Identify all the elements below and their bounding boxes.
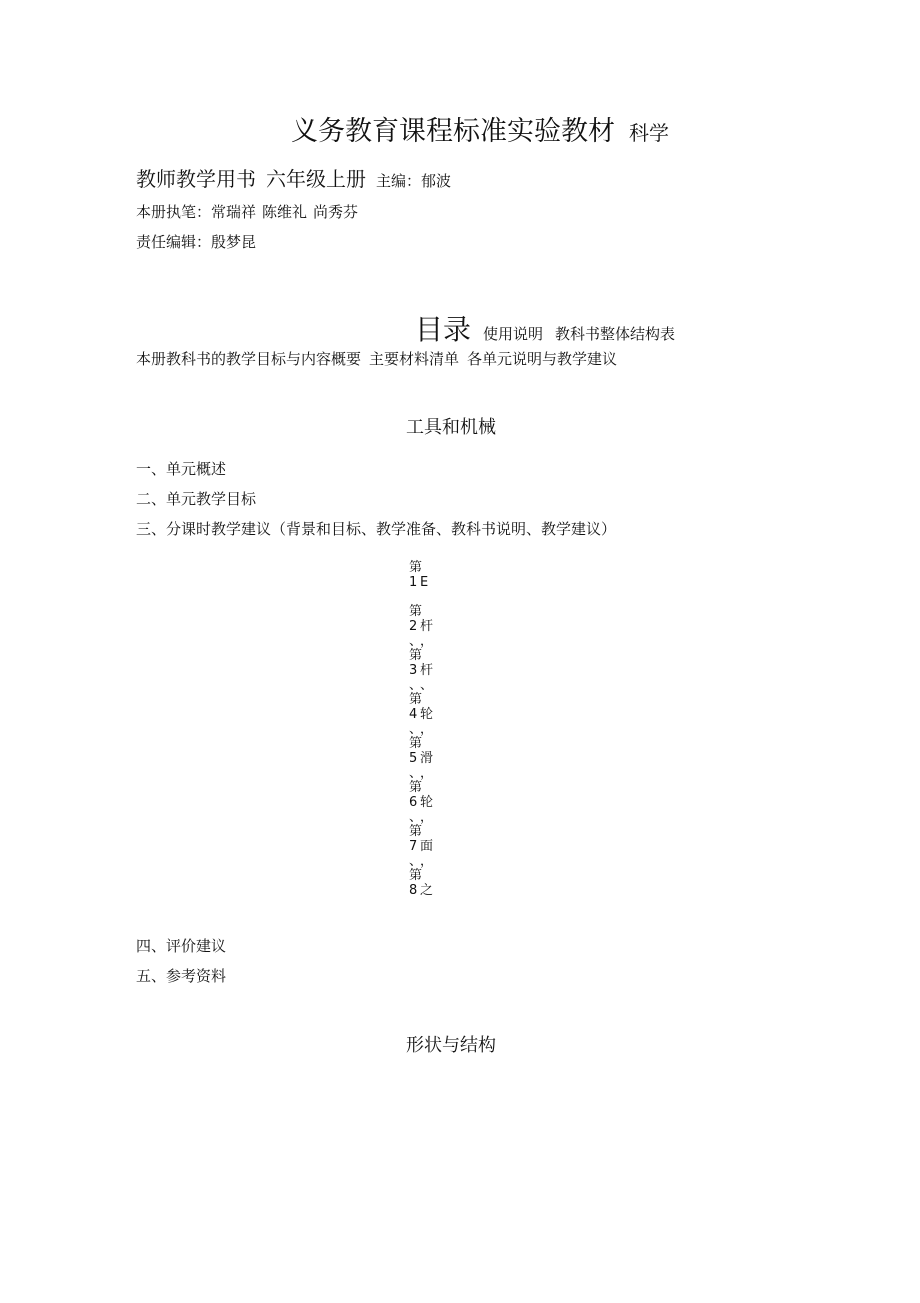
book-name: 教师教学用书 bbox=[136, 167, 256, 191]
unit-title-tools-machines: 工具和机械 bbox=[406, 417, 496, 438]
authors-line bbox=[136, 201, 358, 223]
toc-heading: 目录 bbox=[415, 313, 472, 346]
toc-header-line bbox=[415, 312, 675, 352]
responsible-editor-name: 殷梦昆 bbox=[211, 233, 257, 251]
lesson-item[interactable]: 第 4 、 轮 ， bbox=[409, 692, 434, 737]
toc-items-line bbox=[136, 348, 617, 370]
lesson-item[interactable]: 第 7 、 面 ， bbox=[409, 824, 434, 869]
author-name: 尚秀芬 bbox=[313, 203, 359, 221]
title-subject: 科学 bbox=[629, 121, 669, 145]
toc-item[interactable]: 使用说明 bbox=[483, 325, 544, 343]
lesson-item[interactable]: 第 2 、 杆 ， bbox=[409, 604, 434, 649]
list-item: 二、单元教学目标 bbox=[136, 490, 257, 508]
toc-item[interactable]: 本册教科书的教学目标与内容概要 bbox=[136, 350, 362, 368]
toc-item[interactable]: 教科书整体结构表 bbox=[555, 325, 676, 343]
author-name: 常瑞祥 bbox=[211, 203, 257, 221]
toc-item[interactable]: 主要材料清单 bbox=[369, 350, 460, 368]
list-item: 一、单元概述 bbox=[136, 460, 227, 478]
document-title bbox=[291, 114, 669, 151]
responsible-editor-label: 责任编辑： bbox=[136, 233, 212, 251]
list-item: 三、分课时教学建议（背景和目标、教学准备、教科书说明、教学建议） bbox=[136, 520, 617, 538]
list-item: 四、评价建议 bbox=[136, 937, 227, 955]
book-grade: 六年级上册 bbox=[266, 167, 366, 191]
list-item: 五、参考资料 bbox=[136, 967, 227, 985]
authors-label: 本册执笔： bbox=[136, 203, 212, 221]
lesson-item[interactable]: 第 3 、 杆 、 bbox=[409, 648, 434, 693]
author-name: 陈维礼 bbox=[262, 203, 308, 221]
chief-editor: 主编：郁波 bbox=[376, 172, 452, 190]
lesson-item[interactable]: 第 1 E bbox=[409, 560, 429, 590]
lesson-item[interactable]: 第 6 、 轮 ， bbox=[409, 780, 434, 825]
title-main: 义务教育课程标准实验教材 bbox=[291, 116, 615, 147]
book-line bbox=[136, 165, 451, 195]
lesson-item[interactable]: 第 8 之 bbox=[409, 868, 434, 898]
responsible-editor-line bbox=[136, 231, 256, 253]
lesson-list-clipped bbox=[409, 560, 434, 916]
lesson-item[interactable]: 第 5 、 滑 ， bbox=[409, 736, 434, 781]
unit-title-shape-structure: 形状与结构 bbox=[406, 1035, 496, 1056]
toc-item[interactable]: 各单元说明与教学建议 bbox=[467, 350, 618, 368]
